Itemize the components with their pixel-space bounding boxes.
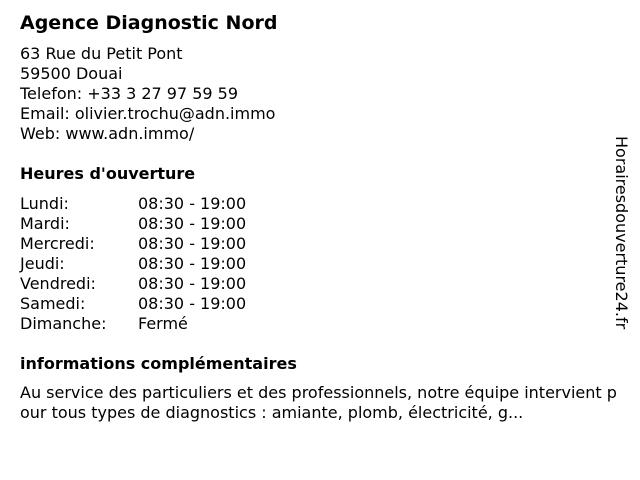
address-street: 63 Rue du Petit Pont [20, 44, 183, 63]
hours-day: Dimanche: [20, 314, 107, 333]
hours-time: Fermé [138, 314, 188, 333]
hours-time: 08:30 - 19:00 [138, 194, 247, 213]
hours-day: Vendredi: [20, 274, 96, 293]
hours-time: 08:30 - 19:00 [138, 254, 247, 273]
hours-row-samedi [20, 294, 246, 314]
opening-hours-list [20, 194, 246, 334]
phone-line: Telefon: +33 3 27 97 59 59 [20, 84, 239, 103]
hours-time: 08:30 - 19:00 [138, 214, 247, 233]
hours-day: Samedi: [20, 294, 86, 313]
hours-time: 08:30 - 19:00 [138, 294, 247, 313]
hours-time: 08:30 - 19:00 [138, 274, 247, 293]
hours-row-vendredi [20, 274, 246, 294]
hours-day: Mercredi: [20, 234, 95, 253]
hours-row-jeudi [20, 254, 246, 274]
hours-heading: Heures d'ouverture [20, 164, 196, 183]
hours-row-lundi [20, 194, 246, 214]
hours-day: Mardi: [20, 214, 70, 233]
site-watermark: Horairesdouverture24.fr [612, 136, 631, 330]
info-heading: informations complémentaires [20, 354, 297, 373]
hours-time: 08:30 - 19:00 [138, 234, 247, 253]
hours-row-mercredi [20, 234, 246, 254]
hours-row-mardi [20, 214, 246, 234]
info-description: Au service des particuliers et des professionnels, notre équipe intervient pour tous types de diagnostics : amiante, plomb, électricité, g... [20, 383, 617, 422]
hours-row-dimanche [20, 314, 246, 334]
web-line: Web: www.adn.immo/ [20, 124, 195, 143]
hours-day: Jeudi: [20, 254, 65, 273]
business-name: Agence Diagnostic Nord [20, 12, 278, 34]
address-city: 59500 Douai [20, 64, 123, 83]
hours-day: Lundi: [20, 194, 69, 213]
contact-block [20, 44, 275, 144]
email-line: Email: olivier.trochu@adn.immo [20, 104, 276, 123]
